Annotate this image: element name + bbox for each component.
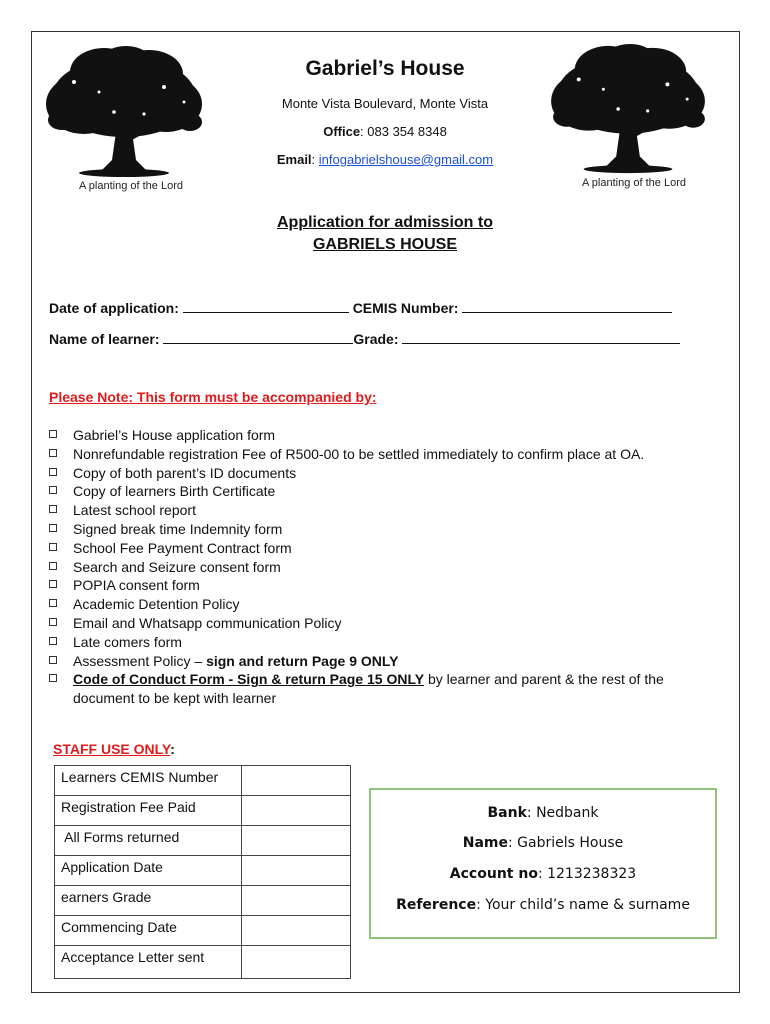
list-item-text: Copy of learners Birth Certificate xyxy=(73,483,276,500)
email-label: Email xyxy=(276,152,312,167)
checkbox[interactable] xyxy=(49,449,57,457)
account-number-line xyxy=(371,866,715,882)
list-item-text: Latest school report xyxy=(73,502,196,519)
list-item xyxy=(49,652,729,671)
list-item-text: Copy of both parent’s ID documents xyxy=(73,464,297,481)
table-cell-input[interactable] xyxy=(242,856,351,886)
table-cell-input[interactable] xyxy=(242,886,351,916)
left-tree-caption: A planting of the Lord xyxy=(79,180,183,192)
assessment-policy-instruction: sign and return Page 9 ONLY xyxy=(206,652,399,669)
list-item xyxy=(49,670,729,708)
cemis-number-field[interactable] xyxy=(462,298,672,313)
name-of-learner-field[interactable] xyxy=(163,329,353,344)
table-row xyxy=(55,946,351,979)
email-link[interactable]: infogabrielshouse@gmail.com xyxy=(318,152,494,167)
requirements-checklist xyxy=(49,426,729,708)
list-item-text: Academic Detention Policy xyxy=(73,596,240,613)
page-title: Gabriel’s House xyxy=(305,57,465,80)
checkbox[interactable] xyxy=(49,580,57,588)
account-name-line xyxy=(371,835,715,851)
grade-field[interactable] xyxy=(402,329,680,344)
office-number: : 083 354 8348 xyxy=(360,124,447,139)
checkbox[interactable] xyxy=(49,524,57,532)
checkbox[interactable] xyxy=(49,468,57,476)
list-item xyxy=(49,426,729,445)
table-row xyxy=(55,856,351,886)
account-number-label: Account no xyxy=(449,866,538,882)
cemis-number-label: CEMIS Number: xyxy=(352,300,459,316)
assessment-policy-text: Assessment Policy – xyxy=(73,652,207,669)
table-row xyxy=(55,916,351,946)
code-of-conduct-instruction: Code of Conduct Form - Sign & return Page 15 ONLY xyxy=(73,671,425,688)
table-cell-label: All Forms returned xyxy=(55,826,242,856)
table-cell-label: Acceptance Letter sent xyxy=(55,946,242,979)
checkbox[interactable] xyxy=(49,599,57,607)
staff-use-colon: : xyxy=(170,741,175,757)
list-item xyxy=(49,445,729,464)
list-item xyxy=(49,501,729,520)
office-line xyxy=(200,124,570,139)
form-heading-line1: Application for admission to xyxy=(276,214,493,231)
checkbox[interactable] xyxy=(49,656,57,664)
table-cell-input[interactable] xyxy=(242,826,351,856)
table-cell-input[interactable] xyxy=(242,916,351,946)
list-item xyxy=(49,539,729,558)
table-cell-label: earners Grade xyxy=(55,886,242,916)
date-of-application-label: Date of application: xyxy=(49,300,179,316)
list-item xyxy=(49,464,729,483)
list-item-text: Late comers form xyxy=(73,633,182,650)
checkbox[interactable] xyxy=(49,505,57,513)
field-row-1 xyxy=(49,298,672,316)
email-line xyxy=(200,152,570,167)
table-cell-label: Application Date xyxy=(55,856,242,886)
list-item-text: Gabriel’s House application form xyxy=(73,427,276,443)
list-item xyxy=(49,558,729,577)
office-label: Office xyxy=(323,124,361,139)
checkbox[interactable] xyxy=(49,486,57,494)
staff-use-heading xyxy=(53,741,175,757)
bank-label: Bank xyxy=(487,805,527,821)
field-row-2 xyxy=(49,329,680,347)
requirements-note: Please Note: This form must be accompanied by: xyxy=(49,389,377,405)
name-of-learner-label: Name of learner: xyxy=(49,331,160,347)
table-cell-input[interactable] xyxy=(242,796,351,826)
right-tree-caption: A planting of the Lord xyxy=(582,177,686,189)
list-item xyxy=(49,520,729,539)
table-row xyxy=(55,796,351,826)
staff-use-title: STAFF USE ONLY xyxy=(53,741,171,757)
date-of-application-field[interactable] xyxy=(183,298,349,313)
code-of-conduct-text: by learner and parent & the rest of the document to be kept with learner xyxy=(73,671,664,707)
account-number-value: : 1213238323 xyxy=(537,866,637,882)
list-item xyxy=(49,614,729,633)
checkbox[interactable] xyxy=(49,618,57,626)
table-row xyxy=(55,766,351,796)
oak-tree-icon xyxy=(548,40,708,178)
table-cell-label: Learners CEMIS Number xyxy=(55,766,242,796)
table-row xyxy=(55,826,351,856)
table-cell-input[interactable] xyxy=(242,766,351,796)
account-name-label: Name xyxy=(462,835,508,851)
list-item-text: POPIA consent form xyxy=(73,577,200,594)
address: Monte Vista Boulevard, Monte Vista xyxy=(281,96,489,111)
list-item-text: Email and Whatsapp communication Policy xyxy=(73,614,342,631)
bank-value: : Nedbank xyxy=(526,805,599,821)
list-item-text: Nonrefundable registration Fee of R500-00 to be settled immediately to confirm place at OA. xyxy=(73,445,645,462)
grade-label: Grade: xyxy=(353,331,399,347)
reference-line xyxy=(371,897,715,913)
list-item-text: Signed break time Indemnity form xyxy=(73,520,283,537)
bank-details-box xyxy=(369,788,717,939)
checkbox[interactable] xyxy=(49,674,57,682)
form-heading xyxy=(200,212,570,256)
list-item xyxy=(49,576,729,595)
list-item xyxy=(49,633,729,652)
checkbox[interactable] xyxy=(49,543,57,551)
checkbox[interactable] xyxy=(49,637,57,645)
reference-label: Reference xyxy=(396,897,477,913)
list-item-text: School Fee Payment Contract form xyxy=(73,539,292,556)
oak-tree-icon xyxy=(44,42,204,182)
table-cell-label: Registration Fee Paid xyxy=(55,796,242,826)
form-heading-line2: GABRIELS HOUSE xyxy=(312,236,457,253)
table-cell-input[interactable] xyxy=(242,946,351,979)
email-separator: : xyxy=(311,152,319,167)
list-item xyxy=(49,595,729,614)
checkbox[interactable] xyxy=(49,562,57,570)
table-row xyxy=(55,886,351,916)
list-item-text: Search and Seizure consent form xyxy=(73,558,281,575)
checkbox[interactable] xyxy=(49,430,57,438)
list-item xyxy=(49,482,729,501)
account-name-value: : Gabriels House xyxy=(508,835,624,851)
table-cell-label: Commencing Date xyxy=(55,916,242,946)
staff-use-table xyxy=(54,765,351,979)
bank-line xyxy=(371,805,715,821)
reference-value: : Your child’s name & surname xyxy=(476,897,690,913)
